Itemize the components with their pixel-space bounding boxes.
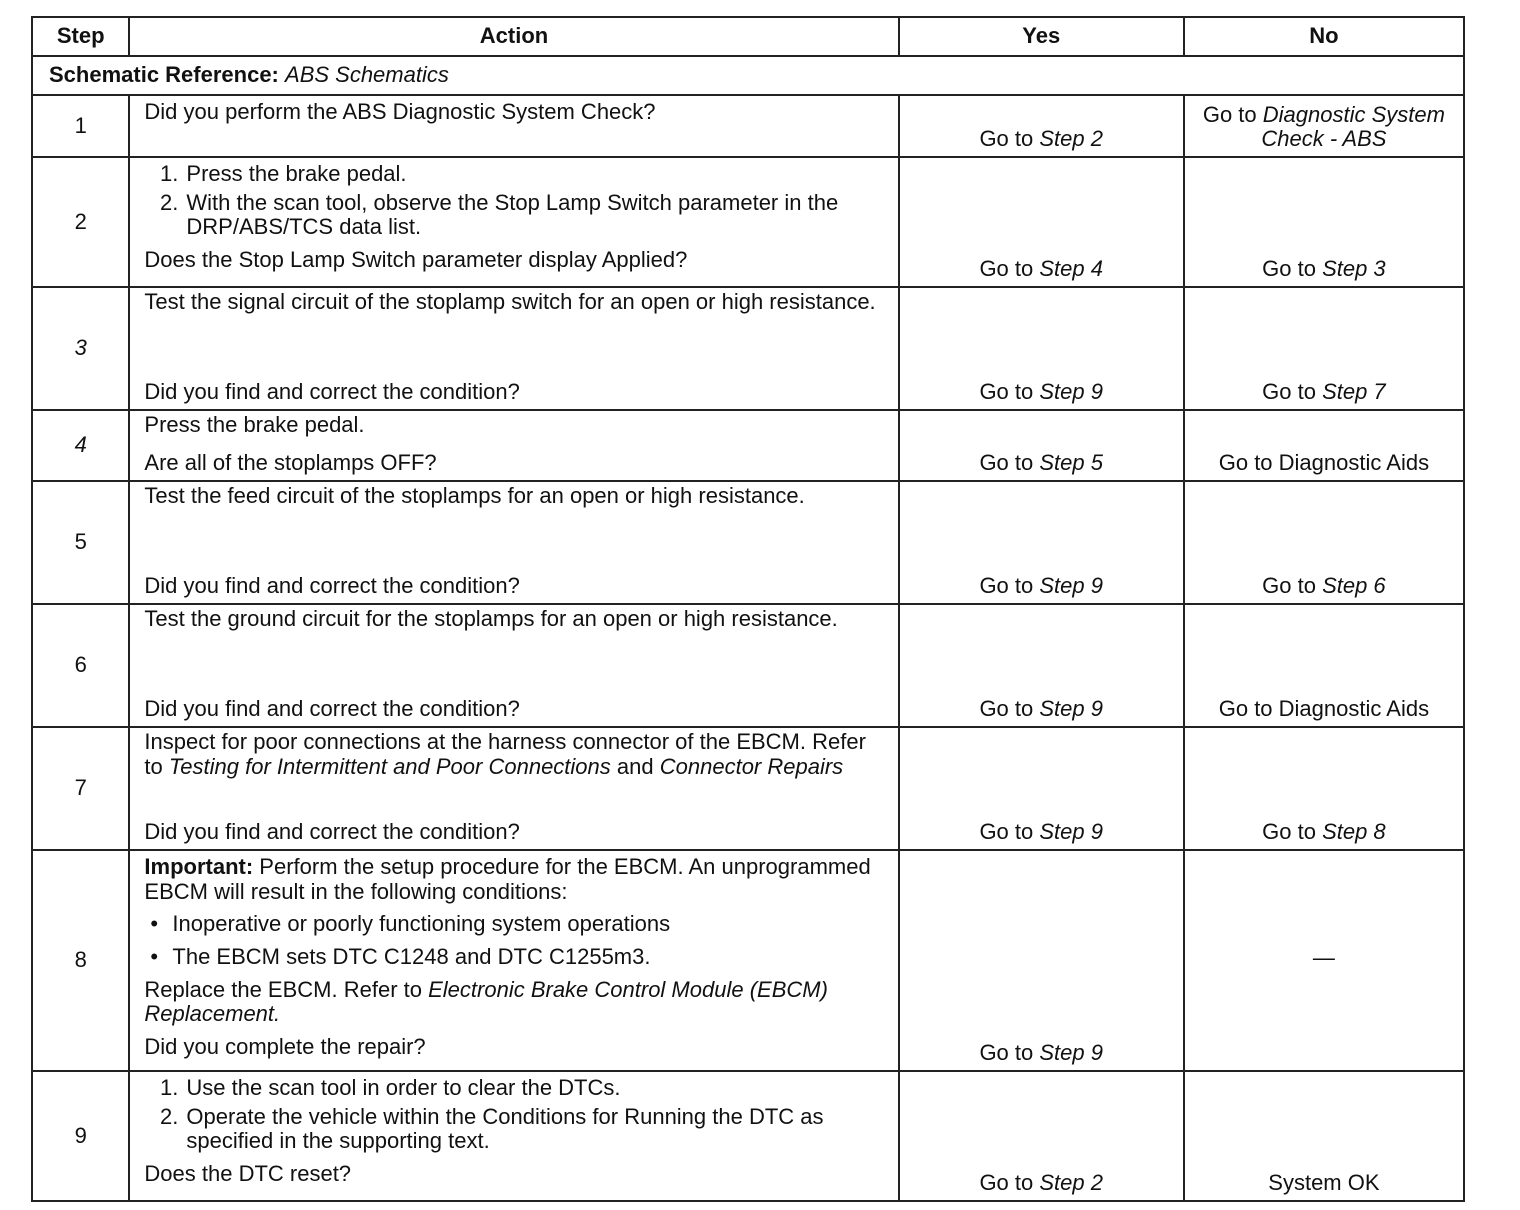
reference-link[interactable]: Testing for Intermittent and Poor Connections: [168, 753, 611, 779]
no-cell: [1184, 287, 1464, 410]
yes-link[interactable]: Step 9: [1039, 696, 1103, 722]
yes-link[interactable]: Step 9: [1039, 379, 1103, 405]
instruction: [144, 978, 885, 1027]
table-row: [32, 287, 1464, 410]
yes-prefix: Go to: [979, 379, 1034, 405]
important-label: Important:: [144, 854, 254, 879]
question: Are all of the stoplamps OFF?: [144, 450, 437, 476]
schematic-label: Schematic Reference:: [49, 62, 279, 88]
yes-cell: [899, 850, 1184, 1071]
yes-cell: [899, 410, 1184, 481]
action-cell: [129, 481, 898, 604]
table-row: [32, 604, 1464, 727]
step-number: 6: [32, 604, 129, 727]
schematic-reference-row: [32, 56, 1464, 95]
list-item-text: The EBCM sets DTC C1248 and DTC C1255m3.: [172, 943, 651, 969]
no-link[interactable]: Step 8: [1322, 819, 1386, 845]
step-number: 3: [32, 287, 129, 410]
list-item: 2. With the scan tool, observe the Stop Lamp Switch parameter in the DRP/ABS/TCS data list.: [144, 191, 885, 240]
step-number: 2: [32, 157, 129, 287]
yes-prefix: Go to: [979, 819, 1034, 845]
action-cell: [129, 287, 898, 410]
no-prefix: Go to: [1262, 573, 1316, 599]
yes-link[interactable]: Step 4: [1039, 256, 1103, 282]
yes-prefix: Go to: [979, 696, 1034, 722]
instruction-text: Replace the EBCM. Refer to: [144, 976, 422, 1002]
question: Did you find and correct the condition?: [144, 696, 520, 722]
reference-link[interactable]: Electronic Brake Control Module (EBCM) Replacement.: [144, 976, 828, 1027]
table-row: [32, 410, 1464, 481]
no-link[interactable]: Diagnostic System Check - ABS: [1261, 101, 1445, 152]
action-cell: [129, 95, 898, 157]
yes-cell: [899, 727, 1184, 850]
yes-prefix: Go to: [979, 126, 1034, 152]
table-row: [32, 157, 1464, 287]
no-link[interactable]: Step 7: [1322, 379, 1386, 405]
list-item: 1. Use the scan tool in order to clear the DTCs.: [144, 1076, 885, 1101]
list-item: • The EBCM sets DTC C1248 and DTC C1255m3.: [144, 945, 885, 970]
instruction: Test the signal circuit of the stoplamp switch for an open or high resistance.: [144, 289, 876, 314]
action-cell: [129, 1071, 898, 1201]
action-cell: [129, 850, 898, 1071]
header-step: Step: [32, 17, 129, 56]
list-item-text: Operate the vehicle within the Conditions for Running the DTC as specified in the supporting text.: [186, 1103, 824, 1154]
yes-prefix: Go to: [979, 450, 1034, 476]
important-text: Perform the setup procedure for the EBCM. An unprogrammed EBCM will result in the following conditions:: [144, 854, 871, 904]
important-note: [144, 851, 885, 904]
question: Did you perform the ABS Diagnostic System Check?: [144, 99, 656, 124]
question: Did you complete the repair?: [144, 1033, 426, 1059]
no-cell: System OK: [1184, 1071, 1464, 1201]
no-cell: [1184, 157, 1464, 287]
question: Did you find and correct the condition?: [144, 379, 520, 405]
yes-cell: [899, 481, 1184, 604]
step-number: 8: [32, 850, 129, 1071]
instruction: Test the ground circuit for the stoplamps for an open or high resistance.: [144, 606, 838, 631]
no-link[interactable]: Step 6: [1322, 573, 1386, 599]
action-cell: [129, 157, 898, 287]
no-cell: [1184, 481, 1464, 604]
no-prefix: Go to: [1262, 379, 1316, 405]
action-cell: [129, 604, 898, 727]
list-item-text: Press the brake pedal.: [186, 161, 407, 186]
table-row: [32, 95, 1464, 157]
instruction-text: Inspect for poor connections at the harness connector of the EBCM. Refer to: [144, 729, 866, 779]
table-row: [32, 1071, 1464, 1201]
yes-link[interactable]: Step 5: [1039, 450, 1103, 476]
no-prefix: Go to: [1262, 819, 1316, 845]
no-prefix: Go to: [1202, 101, 1257, 127]
header-row: [32, 17, 1464, 56]
yes-link[interactable]: Step 2: [1039, 126, 1103, 152]
list-item: 1. Press the brake pedal.: [144, 162, 885, 187]
no-cell[interactable]: Go to Diagnostic Aids: [1184, 410, 1464, 481]
no-cell: [1184, 95, 1464, 157]
instruction: [144, 730, 885, 779]
yes-prefix: Go to: [979, 256, 1034, 282]
step-number: 9: [32, 1071, 129, 1201]
yes-cell: [899, 604, 1184, 727]
yes-cell: [899, 95, 1184, 157]
question: Did you find and correct the condition?: [144, 573, 520, 599]
instruction: Press the brake pedal.: [144, 412, 365, 437]
yes-link[interactable]: Step 9: [1039, 819, 1103, 845]
step-number: 4: [32, 410, 129, 481]
yes-prefix: Go to: [979, 573, 1034, 599]
question: Does the Stop Lamp Switch parameter display Applied?: [144, 246, 688, 272]
table-row: [32, 850, 1464, 1071]
yes-prefix: Go to: [979, 1040, 1034, 1066]
list-item-text: Inoperative or poorly functioning system operations: [172, 911, 671, 937]
table-row: [32, 481, 1464, 604]
question: Did you find and correct the condition?: [144, 819, 520, 845]
yes-link[interactable]: Step 9: [1039, 573, 1103, 599]
step-number: 1: [32, 95, 129, 157]
yes-cell: [899, 287, 1184, 410]
question: Does the DTC reset?: [144, 1160, 352, 1186]
action-cell: [129, 410, 898, 481]
list-item: • Inoperative or poorly functioning system operations: [144, 912, 885, 937]
no-cell[interactable]: Go to Diagnostic Aids: [1184, 604, 1464, 727]
list-item-text: With the scan tool, observe the Stop Lamp Switch parameter in the DRP/ABS/TCS data list.: [186, 189, 839, 240]
list-item: 2. Operate the vehicle within the Conditions for Running the DTC as specified in the supporting text.: [144, 1105, 885, 1154]
list-item-text: Use the scan tool in order to clear the DTCs.: [186, 1075, 621, 1100]
schematic-reference: [32, 56, 1464, 95]
yes-link[interactable]: Step 2: [1039, 1170, 1103, 1196]
step-number: 5: [32, 481, 129, 604]
reference-link[interactable]: Connector Repairs: [659, 753, 844, 779]
yes-cell: [899, 157, 1184, 287]
instruction: Test the feed circuit of the stoplamps for an open or high resistance.: [144, 483, 805, 508]
header-action: Action: [129, 17, 898, 56]
step-number: 7: [32, 727, 129, 850]
header-no: No: [1184, 17, 1464, 56]
header-yes: Yes: [899, 17, 1184, 56]
no-prefix: Go to: [1262, 256, 1316, 282]
yes-link[interactable]: Step 9: [1039, 1040, 1103, 1066]
table-row: [32, 727, 1464, 850]
no-cell: —: [1184, 850, 1464, 1071]
no-cell: [1184, 727, 1464, 850]
schematic-link[interactable]: ABS Schematics: [285, 62, 449, 88]
yes-cell: [899, 1071, 1184, 1201]
diagnostic-table: [31, 16, 1465, 1202]
action-cell: [129, 727, 898, 850]
instruction-text: and: [616, 753, 654, 779]
no-link[interactable]: Step 3: [1322, 256, 1386, 282]
yes-prefix: Go to: [979, 1170, 1034, 1196]
